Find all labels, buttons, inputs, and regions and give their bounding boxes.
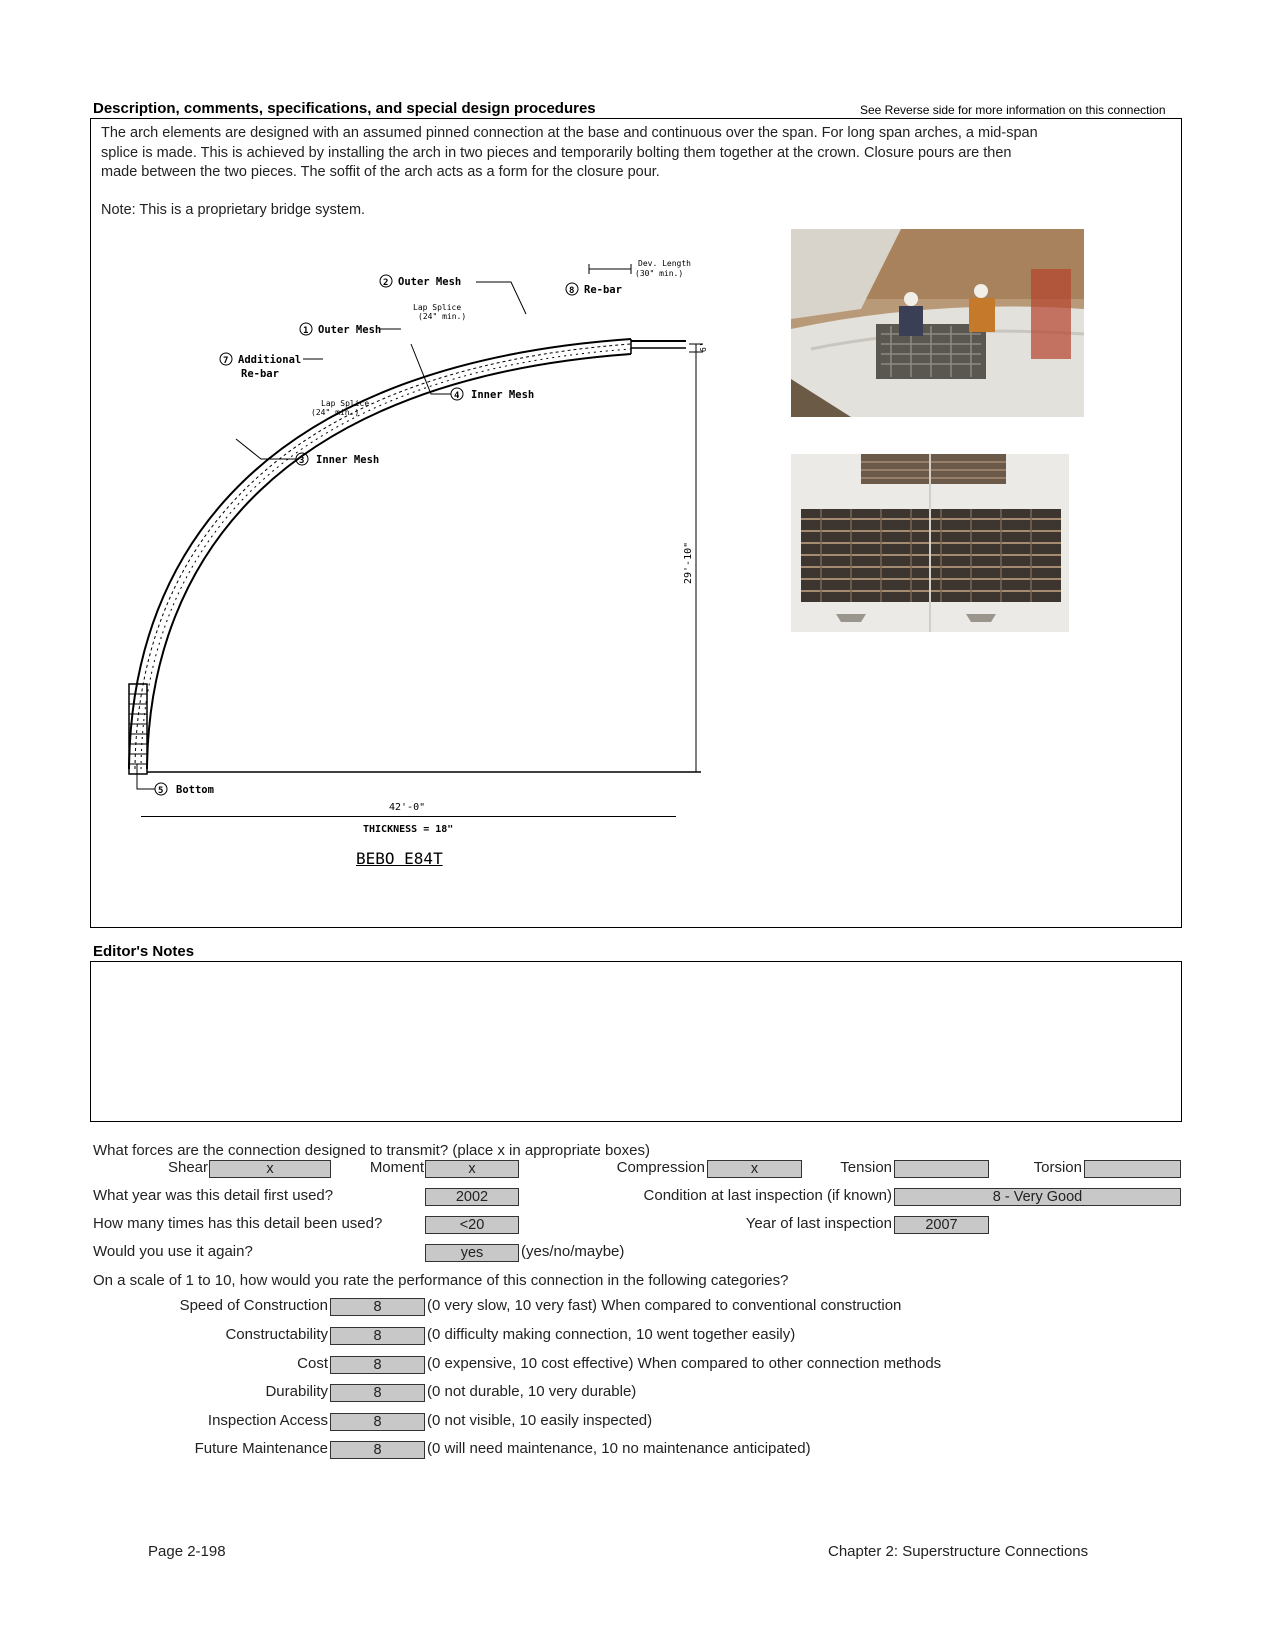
shear-label: Shear xyxy=(167,1159,208,1176)
description-paragraph xyxy=(101,124,1038,183)
torsion-label: Torsion xyxy=(1033,1159,1082,1176)
tension-field[interactable] xyxy=(894,1160,989,1178)
callout-number: 8 xyxy=(569,286,575,296)
rating-label: Inspection Access xyxy=(207,1412,328,1429)
rating-label: Future Maintenance xyxy=(194,1440,328,1457)
lap-splice-low-label: Lap Splice xyxy=(321,399,370,408)
label-inner-mesh-4: Inner Mesh xyxy=(471,389,535,401)
rating-hint: (0 difficulty making connection, 10 went together easily) xyxy=(427,1326,796,1343)
dev-length-min: (30" min.) xyxy=(635,269,684,278)
callout-number: 5 xyxy=(158,786,164,796)
dev-length-label: Dev. Length xyxy=(638,259,691,268)
rating-field[interactable]: 8 xyxy=(330,1327,425,1345)
condition-label: Condition at last inspection (if known) xyxy=(643,1187,892,1204)
reverse-side-note: See Reverse side for more information on this connection xyxy=(860,103,1166,117)
rating-label: Constructability xyxy=(225,1326,328,1343)
editors-notes-heading: Editor's Notes xyxy=(93,943,195,960)
closure-pour-rebar-photo xyxy=(791,454,1069,632)
tension-label: Tension xyxy=(840,1159,892,1176)
arch-inner-curve xyxy=(147,354,631,769)
rating-field[interactable]: 8 xyxy=(330,1441,425,1459)
description-line: The arch elements are designed with an assumed pinned connection at the base and continuous over the span. For long span arches, a mid-span xyxy=(101,125,1038,141)
rating-hint: (0 will need maintenance, 10 no maintenance anticipated) xyxy=(427,1440,811,1457)
moment-label: Moment xyxy=(369,1159,424,1176)
lap-splice-low-min: (24" min.) xyxy=(311,408,360,417)
arch-inner-mesh-line xyxy=(141,349,631,769)
callout-number: 4 xyxy=(454,391,460,401)
first-used-field[interactable]: 2002 xyxy=(425,1188,519,1206)
construction-photo-workers xyxy=(791,229,1084,417)
page-number: Page 2-198 xyxy=(148,1543,226,1560)
label-outer-mesh-1: Outer Mesh xyxy=(318,324,382,336)
label-inner-mesh-3: Inner Mesh xyxy=(316,454,380,466)
rating-field[interactable]: 8 xyxy=(330,1413,425,1431)
rating-hint: (0 not visible, 10 easily inspected) xyxy=(427,1412,653,1429)
lap-splice-top-label: Lap Splice xyxy=(413,303,462,312)
torsion-field[interactable] xyxy=(1084,1160,1181,1178)
callout-number: 1 xyxy=(303,326,309,336)
label-bottom-5: Bottom xyxy=(176,784,214,796)
description-line: splice is made. This is achieved by installing the arch in two pieces and temporarily bolting them together at the crown. Closure pours are then xyxy=(101,144,1012,161)
callout-number: 2 xyxy=(383,278,389,288)
proprietary-note: Note: This is a proprietary bridge system. xyxy=(101,202,366,218)
moment-field[interactable]: x xyxy=(425,1160,519,1178)
chapter-title: Chapter 2: Superstructure Connections xyxy=(828,1543,1089,1560)
condition-field[interactable]: 8 - Very Good xyxy=(894,1188,1181,1206)
rating-field[interactable]: 8 xyxy=(330,1298,425,1316)
rating-question: On a scale of 1 to 10, how would you rate the performance of this connection in the following categories? xyxy=(93,1272,789,1289)
compression-label: Compression xyxy=(616,1159,705,1176)
last-inspection-field[interactable]: 2007 xyxy=(894,1216,989,1234)
description-heading: Description, comments, specifications, and special design procedures xyxy=(93,100,596,117)
editors-notes-box[interactable] xyxy=(90,961,1182,1122)
lap-splice-top-min: (24" min.) xyxy=(418,312,467,321)
label-additional-1: Additional xyxy=(238,354,302,366)
rating-label: Cost xyxy=(297,1355,328,1372)
description-box xyxy=(90,118,1182,928)
rating-label: Speed of Construction xyxy=(179,1297,328,1314)
forces-question: What forces are the connection designed to transmit? (place x in appropriate boxes) xyxy=(93,1142,650,1159)
span-dimension: 42'-0" xyxy=(389,802,426,813)
label-outer-mesh-2: Outer Mesh xyxy=(398,276,462,288)
model-label: BEBO E84T xyxy=(356,849,443,868)
last-inspection-label: Year of last inspection xyxy=(745,1215,892,1232)
arch-outer-curve xyxy=(129,339,631,769)
compression-field[interactable]: x xyxy=(707,1160,802,1178)
arch-drawing xyxy=(111,244,731,796)
rating-field[interactable]: 8 xyxy=(330,1356,425,1374)
top-dimension: 6' xyxy=(699,342,708,352)
callout-number: 3 xyxy=(299,456,305,466)
use-again-hint: (yes/no/maybe) xyxy=(521,1243,625,1260)
thickness-label: THICKNESS = 18" xyxy=(363,824,454,835)
use-again-field[interactable]: yes xyxy=(425,1244,519,1262)
use-again-question: Would you use it again? xyxy=(93,1243,253,1260)
label-rebar-8: Re-bar xyxy=(584,284,622,296)
arch-outer-mesh-line xyxy=(135,344,631,769)
rating-hint: (0 not durable, 10 very durable) xyxy=(427,1383,637,1400)
shear-field[interactable]: x xyxy=(209,1160,331,1178)
rating-hint: (0 expensive, 10 cost effective) When compared to other connection methods xyxy=(427,1355,942,1372)
description-line: made between the two pieces. The soffit of the arch acts as a form for the closure pour. xyxy=(101,164,660,180)
callout-number: 7 xyxy=(223,356,229,366)
label-additional-2: Re-bar xyxy=(241,368,279,380)
rating-label: Durability xyxy=(265,1383,328,1400)
height-dimension: 29'-10" xyxy=(683,541,694,584)
first-used-question: What year was this detail first used? xyxy=(93,1187,334,1204)
rating-hint: (0 very slow, 10 very fast) When compared to conventional construction xyxy=(427,1297,902,1314)
span-dimension-line xyxy=(141,816,676,817)
times-used-field[interactable]: <20 xyxy=(425,1216,519,1234)
times-used-question: How many times has this detail been used? xyxy=(93,1215,383,1232)
rating-field[interactable]: 8 xyxy=(330,1384,425,1402)
